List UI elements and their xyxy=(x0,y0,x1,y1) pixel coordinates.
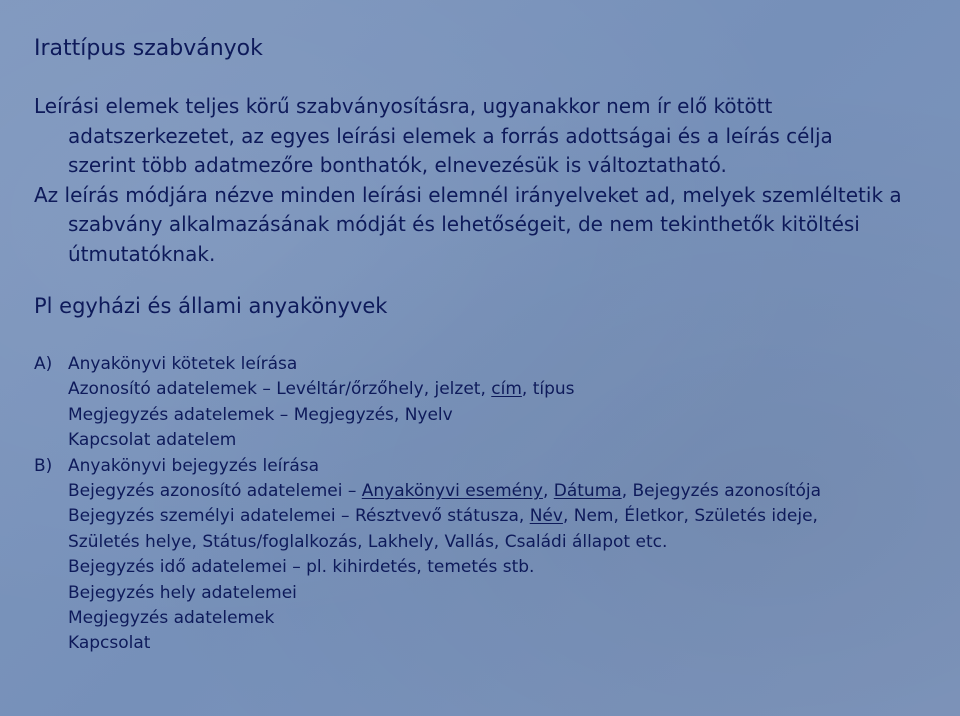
list-item xyxy=(34,377,821,402)
list-text: , Nem, Életkor, Születés ideje, xyxy=(562,506,818,527)
section-title: Pl egyházi és állami anyakönyvek xyxy=(34,294,388,318)
list-text: Bejegyzés személyi adatelemei – Résztvevő státusza, xyxy=(68,506,530,527)
list-item: Kapcsolat adatelem xyxy=(68,430,237,451)
list-heading: Anyakönyvi bejegyzés leírása xyxy=(68,455,320,476)
paragraph-line: útmutatóknak. xyxy=(68,241,216,266)
list-letter: A) xyxy=(34,354,53,374)
list-heading: Anyakönyvi kötetek leírása xyxy=(68,354,298,374)
list-item: Születés helye, Státus/foglalkozás, Lakhely, Vallás, Családi állapot etc. xyxy=(68,531,668,552)
list-item: Bejegyzés hely adatelemei xyxy=(68,582,297,603)
list-text: , Bejegyzés azonosítója xyxy=(621,481,821,502)
list-item xyxy=(34,504,821,529)
paragraph-line: Az leírás módjára nézve minden leírási elemnél irányelveket ad, melyek szemléltetik a xyxy=(34,182,902,207)
link-cim[interactable]: cím xyxy=(491,379,522,400)
list-item: Bejegyzés idő adatelemei – pl. kihirdetés, temetés stb. xyxy=(68,557,535,578)
list-text: , típus xyxy=(521,379,575,400)
list-item-a xyxy=(34,352,821,377)
list-text: , xyxy=(542,481,554,502)
list-item: Kapcsolat xyxy=(68,633,151,654)
paragraph-line: szabvány alkalmazásának módját és lehetőségeit, de nem tekinthetők kitöltési xyxy=(68,212,860,237)
slide-title: Irattípus szabványok xyxy=(34,36,263,61)
list-text: Azonosító adatelemek – Levéltár/őrzőhely, jelzet, xyxy=(68,379,492,400)
paragraph-line: Leírási elemek teljes körű szabványosításra, ugyanakkor nem ír elő kötött xyxy=(34,94,773,118)
intro-paragraph xyxy=(34,92,946,270)
paragraph-line: adatszerkezetet, az egyes leírási elemek a forrás adottságai és a leírás célja xyxy=(68,123,833,148)
list-item-b xyxy=(34,454,821,479)
list-item xyxy=(34,479,821,504)
link-nev[interactable]: Név xyxy=(529,506,563,527)
list-text: Bejegyzés azonosító adatelemei – xyxy=(68,481,362,502)
paragraph-line: szerint több adatmezőre bonthatók, elnevezésük is változtatható. xyxy=(68,153,727,178)
link-anyakonyvi-esemeny[interactable]: Anyakönyvi esemény xyxy=(361,481,543,502)
list-item: Megjegyzés adatelemek – Megjegyzés, Nyelv xyxy=(68,404,453,425)
list-letter: B) xyxy=(34,455,53,476)
records-list xyxy=(34,352,821,657)
list-item: Megjegyzés adatelemek xyxy=(68,608,275,629)
link-datuma[interactable]: Dátuma xyxy=(553,481,622,502)
